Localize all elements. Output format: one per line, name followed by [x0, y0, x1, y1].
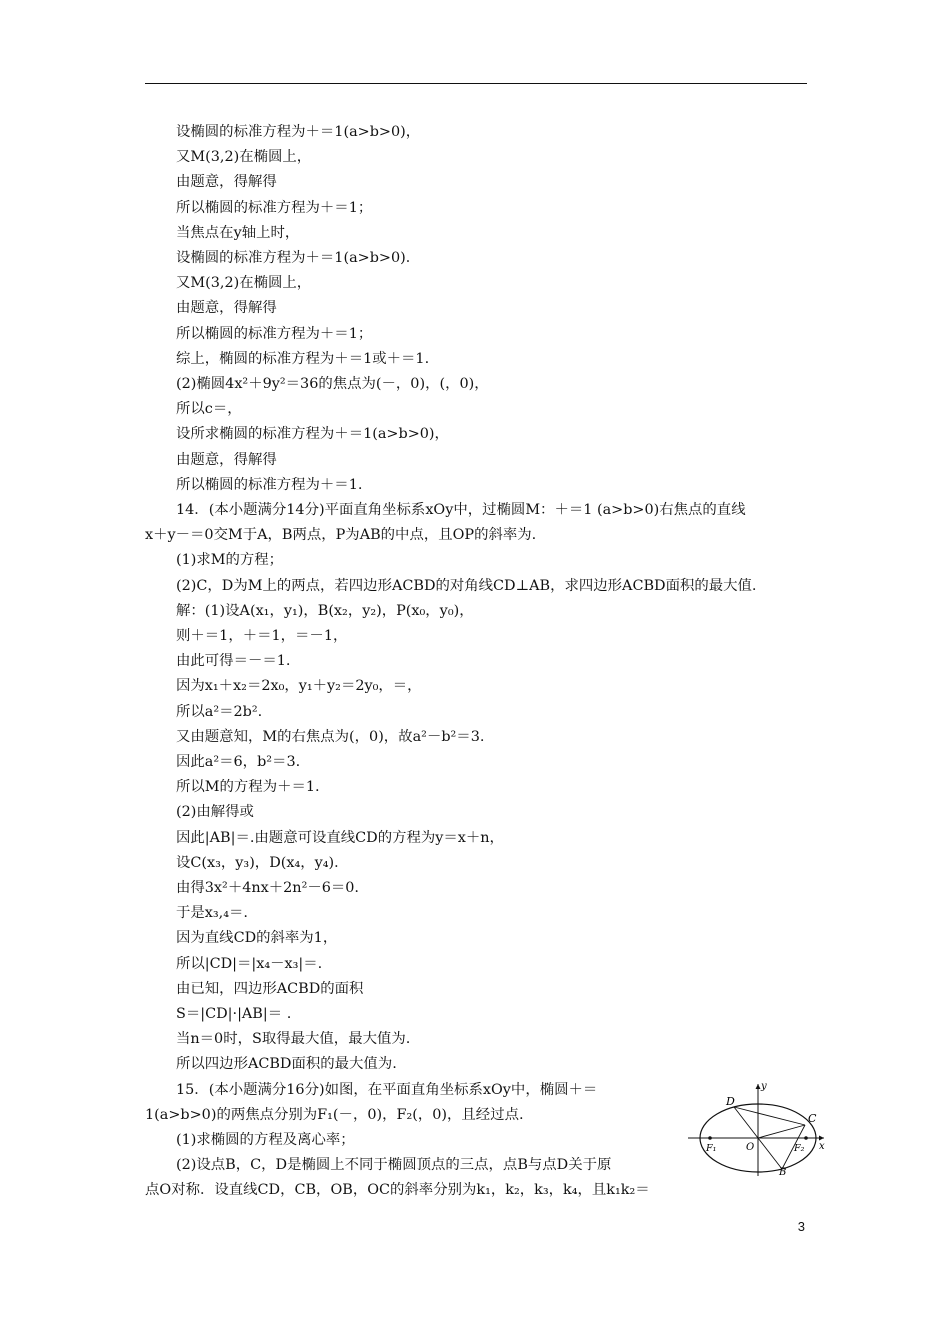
label-d: D: [726, 1095, 735, 1108]
text-line: 因此a²＝6，b²＝3.: [176, 754, 301, 770]
text-line: 因此|AB|＝.由题意可设直线CD的方程为y＝x＋n，: [176, 829, 504, 846]
label-f1: F₁: [706, 1143, 717, 1154]
text-line: 由题意，得解得: [176, 451, 277, 468]
text-line: (1)求M的方程；: [176, 552, 284, 569]
text-line: 所以a²＝2b².: [176, 703, 263, 720]
segment-oc: [758, 1125, 805, 1138]
text-line: 设所求椭圆的标准方程为＋＝1(a>b>0)，: [176, 426, 449, 443]
text-line: 所以椭圆的标准方程为＋＝1；: [176, 199, 373, 216]
focus-f1-dot: [708, 1136, 712, 1140]
text-line: 所以椭圆的标准方程为＋＝1.: [176, 476, 363, 493]
text-line: 由此可得＝－＝1.: [176, 653, 291, 670]
text-line: 由题意，得解得: [176, 300, 277, 317]
text-line: 点O对称．设直线CD，CB，OB，OC的斜率分别为k₁，k₂，k₃，k₄，且k₁k₂＝: [145, 1182, 650, 1199]
text-line: 当焦点在y轴上时，: [176, 224, 300, 241]
text-line: 解：(1)设A(x₁，y₁)，B(x₂，y₂)，P(x₀，y₀)，: [176, 602, 474, 619]
text-line: 设椭圆的标准方程为＋＝1(a>b>0)．: [176, 250, 421, 266]
text-line: 因为直线CD的斜率为1，: [176, 930, 338, 947]
ellipse-figure: [688, 1080, 828, 1176]
text-line: 于是x₃,₄＝.: [176, 905, 248, 922]
chord-dc: [734, 1107, 805, 1125]
text-line: (2)C，D为M上的两点，若四边形ACBD的对角线CD⊥AB，求四边形ACBD面积的最大值.: [176, 577, 757, 594]
text-line: (1)求椭圆的方程及离心率；: [176, 1132, 355, 1148]
label-o: O: [746, 1142, 755, 1153]
text-line: 则＋＝1，＋＝1，＝－1，: [176, 628, 348, 644]
text-line: 由得3x²＋4nx＋2n²－6＝0.: [176, 880, 360, 896]
text-line: 所以|CD|＝|x₄－x₃|＝.: [176, 955, 323, 972]
text-line: 设椭圆的标准方程为＋＝1(a>b>0)，: [176, 124, 421, 140]
text-line: 由题意，得解得: [176, 174, 277, 191]
text-line: 因为x₁＋x₂＝2x₀，y₁＋y₂＝2y₀，＝，: [176, 678, 422, 695]
text-line: 1(a>b>0)的两焦点分别为F₁(－，0)，F₂(，0)，且经过点.: [145, 1106, 524, 1123]
label-b: B: [779, 1167, 787, 1176]
page-number: 3: [797, 1219, 805, 1234]
text-line: 又M(3,2)在椭圆上，: [176, 275, 312, 292]
text-line: 又由题意知，M的右焦点为(，0)，故a²－b²＝3.: [176, 728, 485, 745]
text-line: (2)椭圆4x²＋9y²＝36的焦点为(－，0)，(，0)，: [176, 376, 489, 392]
label-y: y: [761, 1081, 767, 1092]
text-line: 当n＝0时，S取得最大值，最大值为.: [176, 1031, 411, 1048]
text-line: 所以c＝，: [176, 401, 242, 418]
text-line: (2)由解得或: [176, 804, 254, 821]
focus-f2-dot: [804, 1136, 808, 1140]
label-c: C: [808, 1112, 817, 1125]
text-line: 由已知，四边形ACBD的面积: [176, 980, 364, 997]
text-line: 所以M的方程为＋＝1.: [176, 779, 320, 796]
label-x: x: [819, 1141, 825, 1152]
text-line: 14．(本小题满分14分)平面直角坐标系xOy中，过椭圆M：＋＝1 (a>b>0)右焦点的直线: [176, 502, 746, 518]
text-line: 所以椭圆的标准方程为＋＝1；: [176, 325, 373, 342]
text-line: 设C(x₃，y₃)，D(x₄，y₄)．: [176, 854, 349, 871]
label-f2: F₂: [794, 1143, 805, 1154]
text-line: S＝|CD|·|AB|＝ .: [176, 1006, 292, 1022]
header-rule: [145, 83, 807, 84]
text-line: 所以四边形ACBD面积的最大值为.: [176, 1056, 397, 1073]
text-line: 15．(本小题满分16分)如图，在平面直角坐标系xOy中，椭圆＋＝: [176, 1081, 598, 1098]
y-axis-arrow: [756, 1084, 761, 1089]
text-line: 综上，椭圆的标准方程为＋＝1或＋＝1.: [176, 350, 430, 367]
text-line: 又M(3,2)在椭圆上，: [176, 149, 312, 166]
x-axis-arrow: [819, 1136, 824, 1141]
text-line: (2)设点B，C，D是椭圆上不同于椭圆顶点的三点，点B与点D关于原: [176, 1157, 612, 1174]
text-line: x＋y－＝0交M于A，B两点，P为AB的中点，且OP的斜率为.: [145, 527, 537, 544]
